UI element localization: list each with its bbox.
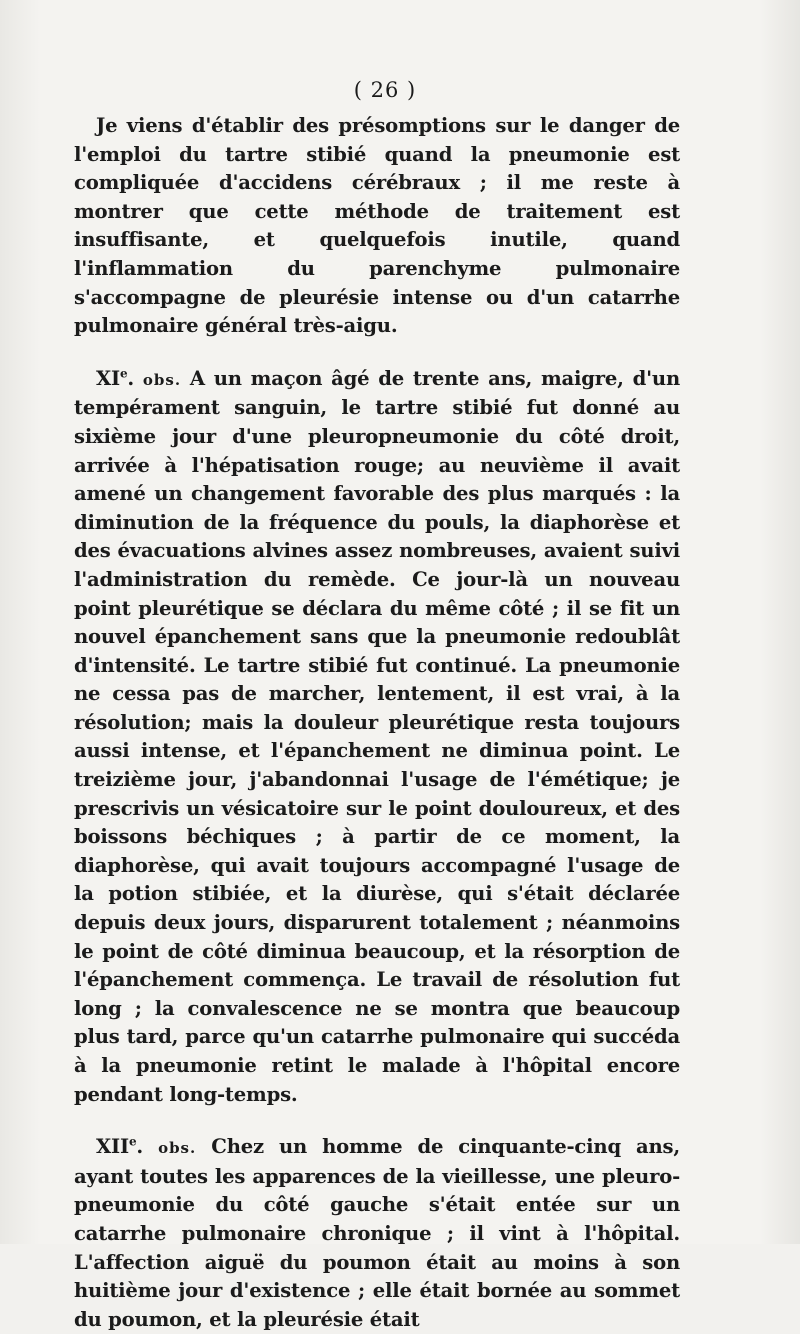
observation-xi: XIe. obs. A un maçon âgé de trente ans, maigre, d'un tempérament sanguin, le tartre stibié fut donné au sixième jour d'une pleuropneumonie du côté droit, arrivée à l'hépatisation rouge; au neuvième il avait amené un changement favorable des plus marqués : la diminution de la fréquence du pouls, la diaphorèse et des évacuations alvines assez nombreuses, avaient suivi l'administration du remède. Ce jour-là un nouveau point pleurétique se déclara du même côté ; il se fit un nouvel épanchement sans que la pneumonie redoublât d'intensité. Le tartre stibié fut continué. La pneumonie ne cessa pas de marcher, lentement, il est vrai, à la résolution; mais la douleur pleurétique resta toujours aussi intense, et l'épanchement ne diminua point. Le treizième jour, j'abandonnai l'usage de l'émétique; je prescrivis un vésicatoire sur le point douloureux, et des boissons béchiques ; à partir de ce moment, la diaphorèse, qui avait toujours accompagné l'usage de la potion stibiée, et la diurèse, qui s'était déclarée depuis deux jours, disparurent totalement ; néanmoins le point de côté diminua beaucoup, et la résorption de l'épanchement commença. Le travail de résolution fut long ; la convalescence ne se montra que beaucoup plus tard, parce qu'un catarrhe pulmonaire qui succéda à la pneumonie retint le malade à l'hôpital encore pendant long-temps. xyxy=(74,366,680,1106)
observation-xi-text: A un maçon âgé de trente ans, maigre, d'un tempérament sanguin, le tartre stibié fut donné au sixième jour d'une pleuropneumonie du côté droit, arrivée à l'hépatisation rouge; au neuvième il avait amené un changement favorable des plus marqués : la diminution de la fréquence du pouls, la diaphorèse et des évacuations alvines assez nombreuses, avaient suivi l'administration du remède. Ce jour-là un nouveau point pleurétique se déclara du même côté ; il se fit un nouvel épanchement sans que la pneumonie redoublât d'intensité. Le tartre stibié fut continué. La pneumonie ne cessa pas de marcher, lentement, il est vrai, à la résolution; mais la douleur pleurétique resta toujours aussi intense, et l'épanchement ne diminua point. Le treizième jour, j'abandonnai l'usage de l'émétique; je prescrivis un vésicatoire sur le point douloureux, et des boissons béchiques ; à partir de ce moment, la diaphorèse, qui avait toujours accompagné l'usage de la potion stibiée, et la diurèse, qui s'était déclarée depuis deux jours, disparurent totalement ; néanmoins le point de côté diminua beaucoup, et la résorption de l'épanchement commença. Le travail de résolution fut long ; la convalescence ne se montra que beaucoup plus tard, parce qu'un catarrhe pulmonaire qui succéda à la pneumonie retint le malade à l'hôpital encore pendant long-temps. xyxy=(74,366,680,1106)
intro-paragraph: Je viens d'établir des présomptions sur le danger de l'emploi du tartre stibié quand la pneumonie est compliquée d'accidens cérébraux ; il me reste à montrer que cette méthode de traitement est insuffisante, et quelquefois inutile, quand l'inflammation du parenchyme pulmonaire s'accompagne de pleurésie intense ou d'un catarrhe pulmonaire général très-aigu. xyxy=(74,114,680,338)
observation-xi-abbr: obs. xyxy=(142,370,182,389)
observation-xii-suffix: e xyxy=(128,1134,137,1149)
observation-xi-numeral: XI xyxy=(96,366,120,390)
observation-xii: XIIe. obs. Chez un homme de cinquante-cinq ans, ayant toutes les apparences de la vieillesse, une pleuro-pneumonie du côté gauche s'était entée sur un catarrhe pulmonaire chronique ; il vint à l'hôpital. L'affection aiguë du poumon était au moins à son huitième jour d'existence ; elle était bornée au sommet du poumon, et la pleurésie était xyxy=(74,1134,680,1331)
page-number: ( 26 ) xyxy=(353,78,417,102)
page-body xyxy=(74,112,680,1334)
observation-xii-numeral: XII xyxy=(96,1135,129,1159)
observation-xi-suffix: e xyxy=(119,366,128,381)
observation-xii-abbr: obs. xyxy=(158,1139,197,1158)
observation-xii-text: Chez un homme de cinquante-cinq ans, ayant toutes les apparences de la vieillesse, une pleuro-pneumonie du côté gauche s'était entée sur un catarrhe pulmonaire chronique ; il vint à l'hôpital. L'affection aiguë du poumon était au moins à son huitième jour d'existence ; elle était bornée au sommet du poumon, et la pleurésie était xyxy=(74,1135,680,1331)
